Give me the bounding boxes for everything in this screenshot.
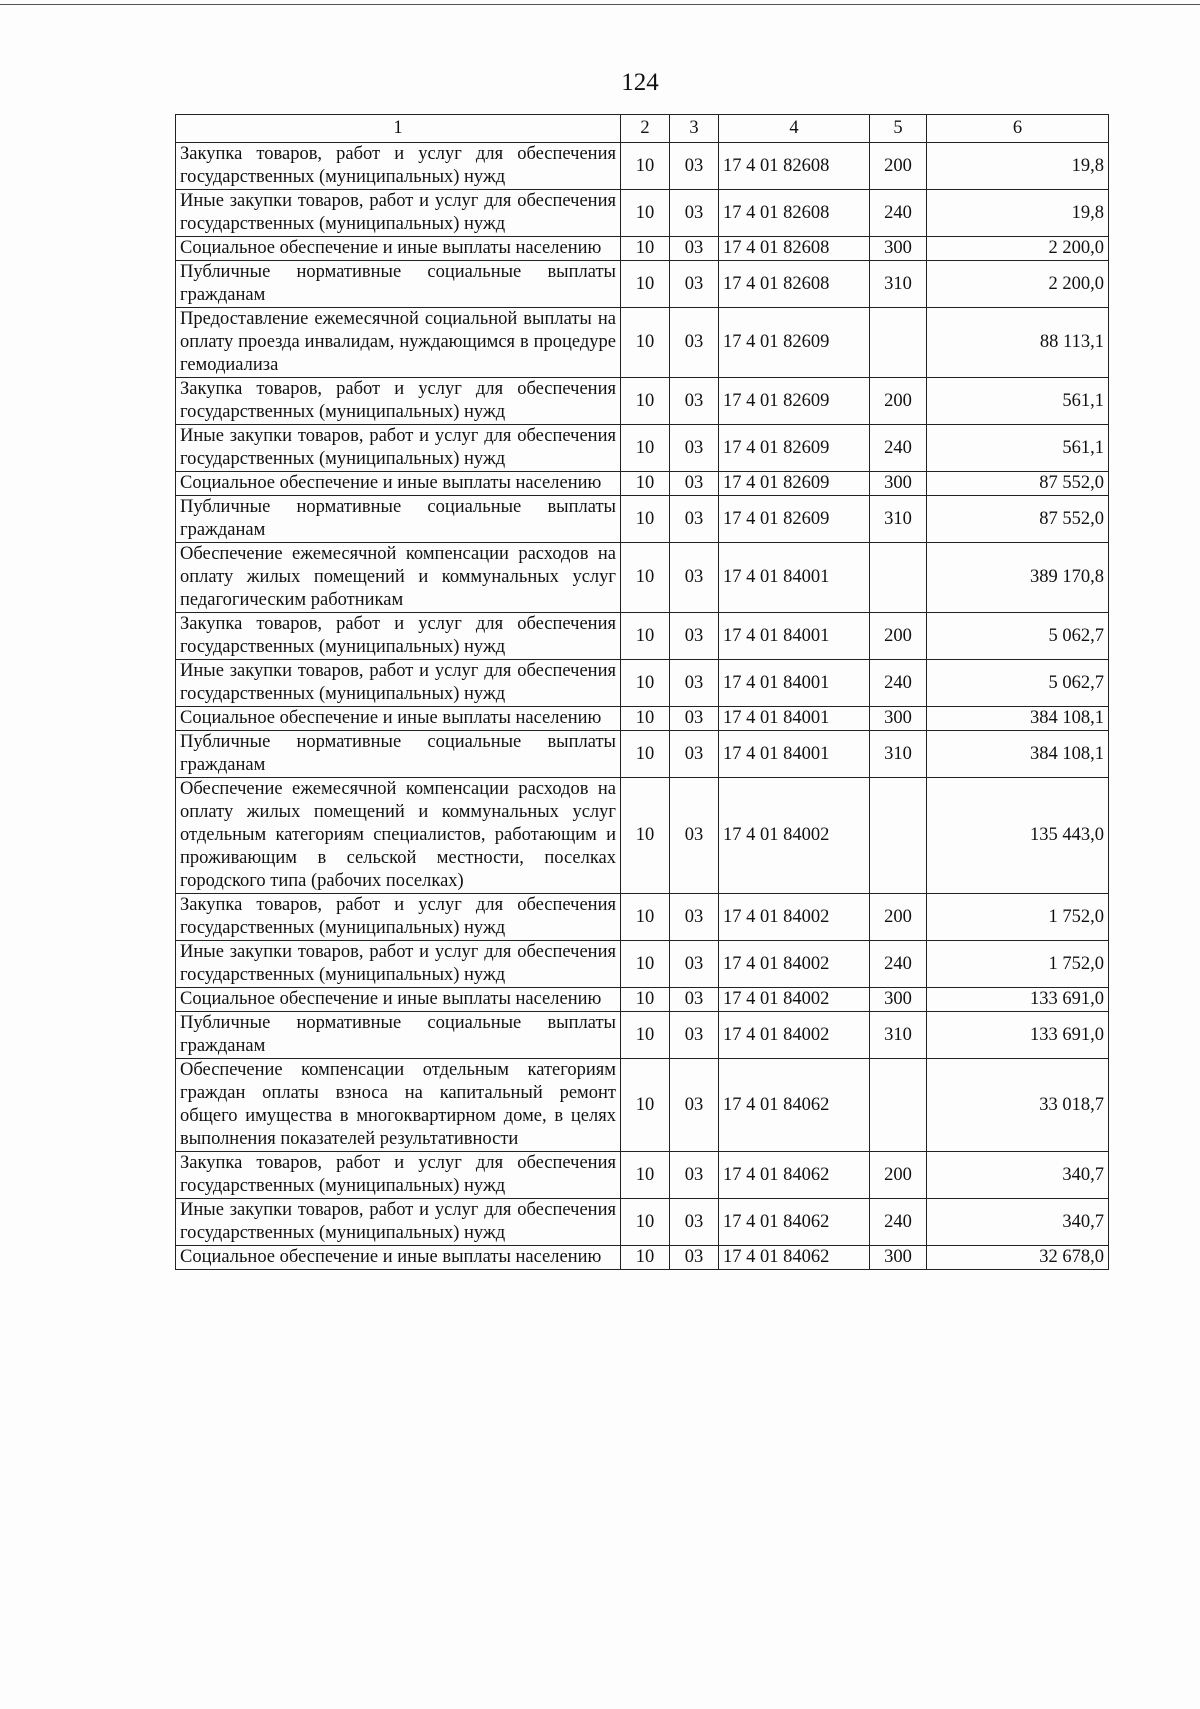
row-subsection-cell: 03 [670, 660, 719, 707]
page-number: 124 [621, 69, 659, 96]
table-row [176, 707, 1109, 731]
header-col-1: 1 [176, 115, 621, 143]
table-row [176, 378, 1109, 425]
row-subsection-cell: 03 [670, 496, 719, 543]
row-expense-type-cell: 300 [870, 988, 927, 1012]
row-section-cell: 10 [621, 894, 670, 941]
row-name-cell: Социальное обеспечение и иные выплаты населению [176, 707, 621, 731]
top-border-line [0, 4, 1200, 5]
budget-table [175, 114, 1109, 1270]
row-name-cell: Иные закупки товаров, работ и услуг для обеспечения государственных (муниципальных) нужд [176, 190, 621, 237]
row-expense-type-cell: 310 [870, 731, 927, 778]
row-subsection-cell: 03 [670, 778, 719, 894]
row-amount-cell: 33 018,7 [927, 1059, 1109, 1152]
row-amount-cell: 19,8 [927, 190, 1109, 237]
row-subsection-cell: 03 [670, 425, 719, 472]
table-row [176, 496, 1109, 543]
row-amount-cell: 87 552,0 [927, 496, 1109, 543]
row-subsection-cell: 03 [670, 1012, 719, 1059]
row-target-article-cell: 17 4 01 84001 [719, 613, 870, 660]
table-row [176, 143, 1109, 190]
table-body [176, 143, 1109, 1270]
table-row [176, 1152, 1109, 1199]
table-row [176, 425, 1109, 472]
row-name-cell: Публичные нормативные социальные выплаты гражданам [176, 496, 621, 543]
row-amount-cell: 1 752,0 [927, 894, 1109, 941]
row-target-article-cell: 17 4 01 82609 [719, 308, 870, 378]
table-row [176, 1199, 1109, 1246]
row-target-article-cell: 17 4 01 84062 [719, 1152, 870, 1199]
row-target-article-cell: 17 4 01 84002 [719, 988, 870, 1012]
header-col-5: 5 [870, 115, 927, 143]
row-name-cell: Закупка товаров, работ и услуг для обеспечения государственных (муниципальных) нужд [176, 1152, 621, 1199]
row-expense-type-cell: 300 [870, 707, 927, 731]
row-subsection-cell: 03 [670, 543, 719, 613]
row-section-cell: 10 [621, 1012, 670, 1059]
row-name-cell: Социальное обеспечение и иные выплаты населению [176, 472, 621, 496]
row-target-article-cell: 17 4 01 82609 [719, 425, 870, 472]
row-target-article-cell: 17 4 01 84002 [719, 1012, 870, 1059]
row-name-cell: Обеспечение компенсации отдельным категориям граждан оплаты взноса на капитальный ремонт общего имущества в многоквартирном доме, в целях выполнения показателей результативности [176, 1059, 621, 1152]
row-target-article-cell: 17 4 01 84002 [719, 941, 870, 988]
row-target-article-cell: 17 4 01 84002 [719, 778, 870, 894]
table-row [176, 1246, 1109, 1270]
row-expense-type-cell: 310 [870, 261, 927, 308]
row-subsection-cell: 03 [670, 988, 719, 1012]
row-subsection-cell: 03 [670, 190, 719, 237]
row-expense-type-cell: 240 [870, 190, 927, 237]
row-target-article-cell: 17 4 01 84062 [719, 1246, 870, 1270]
table-row [176, 941, 1109, 988]
row-subsection-cell: 03 [670, 1152, 719, 1199]
table-row [176, 190, 1109, 237]
table-row [176, 894, 1109, 941]
row-expense-type-cell [870, 1059, 927, 1152]
row-target-article-cell: 17 4 01 82608 [719, 190, 870, 237]
row-section-cell: 10 [621, 778, 670, 894]
table-row [176, 237, 1109, 261]
header-col-6: 6 [927, 115, 1109, 143]
row-amount-cell: 32 678,0 [927, 1246, 1109, 1270]
row-amount-cell: 133 691,0 [927, 988, 1109, 1012]
row-amount-cell: 340,7 [927, 1152, 1109, 1199]
row-amount-cell: 88 113,1 [927, 308, 1109, 378]
row-subsection-cell: 03 [670, 613, 719, 660]
row-expense-type-cell [870, 308, 927, 378]
row-amount-cell: 389 170,8 [927, 543, 1109, 613]
row-subsection-cell: 03 [670, 941, 719, 988]
row-name-cell: Предоставление ежемесячной социальной выплаты на оплату проезда инвалидам, нуждающимся в процедуре гемодиализа [176, 308, 621, 378]
row-name-cell: Закупка товаров, работ и услуг для обеспечения государственных (муниципальных) нужд [176, 143, 621, 190]
row-name-cell: Публичные нормативные социальные выплаты гражданам [176, 261, 621, 308]
table-row [176, 543, 1109, 613]
row-name-cell: Закупка товаров, работ и услуг для обеспечения государственных (муниципальных) нужд [176, 894, 621, 941]
row-section-cell: 10 [621, 308, 670, 378]
row-amount-cell: 19,8 [927, 143, 1109, 190]
row-section-cell: 10 [621, 1152, 670, 1199]
row-amount-cell: 384 108,1 [927, 731, 1109, 778]
table-row [176, 1059, 1109, 1152]
row-section-cell: 10 [621, 237, 670, 261]
row-name-cell: Иные закупки товаров, работ и услуг для обеспечения государственных (муниципальных) нужд [176, 425, 621, 472]
row-section-cell: 10 [621, 472, 670, 496]
row-target-article-cell: 17 4 01 84062 [719, 1199, 870, 1246]
row-target-article-cell: 17 4 01 82608 [719, 261, 870, 308]
row-subsection-cell: 03 [670, 261, 719, 308]
row-amount-cell: 2 200,0 [927, 261, 1109, 308]
row-name-cell: Публичные нормативные социальные выплаты гражданам [176, 731, 621, 778]
row-name-cell: Иные закупки товаров, работ и услуг для обеспечения государственных (муниципальных) нужд [176, 941, 621, 988]
row-subsection-cell: 03 [670, 237, 719, 261]
row-target-article-cell: 17 4 01 84001 [719, 660, 870, 707]
row-name-cell: Социальное обеспечение и иные выплаты населению [176, 237, 621, 261]
row-section-cell: 10 [621, 190, 670, 237]
header-col-4: 4 [719, 115, 870, 143]
row-amount-cell: 561,1 [927, 378, 1109, 425]
row-amount-cell: 5 062,7 [927, 613, 1109, 660]
row-target-article-cell: 17 4 01 82609 [719, 472, 870, 496]
row-name-cell: Иные закупки товаров, работ и услуг для обеспечения государственных (муниципальных) нужд [176, 660, 621, 707]
row-name-cell: Социальное обеспечение и иные выплаты населению [176, 1246, 621, 1270]
row-expense-type-cell: 200 [870, 613, 927, 660]
row-name-cell: Иные закупки товаров, работ и услуг для обеспечения государственных (муниципальных) нужд [176, 1199, 621, 1246]
row-name-cell: Закупка товаров, работ и услуг для обеспечения государственных (муниципальных) нужд [176, 613, 621, 660]
row-name-cell: Публичные нормативные социальные выплаты гражданам [176, 1012, 621, 1059]
row-amount-cell: 2 200,0 [927, 237, 1109, 261]
row-section-cell: 10 [621, 1059, 670, 1152]
row-name-cell: Обеспечение ежемесячной компенсации расходов на оплату жилых помещений и коммунальных услуг педагогическим работникам [176, 543, 621, 613]
row-expense-type-cell: 240 [870, 1199, 927, 1246]
table-row [176, 660, 1109, 707]
row-expense-type-cell: 300 [870, 472, 927, 496]
row-target-article-cell: 17 4 01 84001 [719, 707, 870, 731]
row-section-cell: 10 [621, 1199, 670, 1246]
row-expense-type-cell: 240 [870, 941, 927, 988]
table-row [176, 613, 1109, 660]
row-section-cell: 10 [621, 707, 670, 731]
row-expense-type-cell: 240 [870, 425, 927, 472]
row-section-cell: 10 [621, 731, 670, 778]
row-section-cell: 10 [621, 378, 670, 425]
table-row [176, 261, 1109, 308]
row-expense-type-cell: 310 [870, 1012, 927, 1059]
table-row [176, 778, 1109, 894]
row-amount-cell: 5 062,7 [927, 660, 1109, 707]
table-row [176, 731, 1109, 778]
row-amount-cell: 384 108,1 [927, 707, 1109, 731]
row-amount-cell: 133 691,0 [927, 1012, 1109, 1059]
header-col-3: 3 [670, 115, 719, 143]
row-name-cell: Социальное обеспечение и иные выплаты населению [176, 988, 621, 1012]
row-name-cell: Закупка товаров, работ и услуг для обеспечения государственных (муниципальных) нужд [176, 378, 621, 425]
row-subsection-cell: 03 [670, 472, 719, 496]
row-subsection-cell: 03 [670, 1199, 719, 1246]
table-row [176, 1012, 1109, 1059]
row-expense-type-cell: 200 [870, 894, 927, 941]
row-target-article-cell: 17 4 01 84062 [719, 1059, 870, 1152]
row-subsection-cell: 03 [670, 894, 719, 941]
row-expense-type-cell: 200 [870, 143, 927, 190]
row-expense-type-cell: 240 [870, 660, 927, 707]
row-amount-cell: 87 552,0 [927, 472, 1109, 496]
row-expense-type-cell: 200 [870, 1152, 927, 1199]
row-amount-cell: 561,1 [927, 425, 1109, 472]
row-amount-cell: 135 443,0 [927, 778, 1109, 894]
table-row [176, 988, 1109, 1012]
row-target-article-cell: 17 4 01 84002 [719, 894, 870, 941]
row-target-article-cell: 17 4 01 82609 [719, 378, 870, 425]
row-section-cell: 10 [621, 1246, 670, 1270]
row-target-article-cell: 17 4 01 84001 [719, 543, 870, 613]
row-expense-type-cell: 310 [870, 496, 927, 543]
row-subsection-cell: 03 [670, 707, 719, 731]
row-subsection-cell: 03 [670, 143, 719, 190]
row-section-cell: 10 [621, 261, 670, 308]
row-section-cell: 10 [621, 660, 670, 707]
row-expense-type-cell [870, 543, 927, 613]
row-target-article-cell: 17 4 01 82608 [719, 143, 870, 190]
row-section-cell: 10 [621, 143, 670, 190]
row-section-cell: 10 [621, 613, 670, 660]
row-target-article-cell: 17 4 01 82608 [719, 237, 870, 261]
row-subsection-cell: 03 [670, 731, 719, 778]
table-header-row [176, 115, 1109, 143]
header-col-2: 2 [621, 115, 670, 143]
row-subsection-cell: 03 [670, 1059, 719, 1152]
table-row [176, 472, 1109, 496]
row-subsection-cell: 03 [670, 308, 719, 378]
row-expense-type-cell: 300 [870, 237, 927, 261]
row-subsection-cell: 03 [670, 378, 719, 425]
row-target-article-cell: 17 4 01 84001 [719, 731, 870, 778]
row-name-cell: Обеспечение ежемесячной компенсации расходов на оплату жилых помещений и коммунальных услуг отдельным категориям специалистов, работающим и проживающим в сельской местности, поселках городского типа (рабочих поселках) [176, 778, 621, 894]
row-expense-type-cell: 200 [870, 378, 927, 425]
row-amount-cell: 1 752,0 [927, 941, 1109, 988]
row-section-cell: 10 [621, 988, 670, 1012]
row-amount-cell: 340,7 [927, 1199, 1109, 1246]
row-section-cell: 10 [621, 425, 670, 472]
row-expense-type-cell [870, 778, 927, 894]
row-target-article-cell: 17 4 01 82609 [719, 496, 870, 543]
row-section-cell: 10 [621, 941, 670, 988]
table-row [176, 308, 1109, 378]
row-expense-type-cell: 300 [870, 1246, 927, 1270]
row-section-cell: 10 [621, 496, 670, 543]
row-subsection-cell: 03 [670, 1246, 719, 1270]
row-section-cell: 10 [621, 543, 670, 613]
